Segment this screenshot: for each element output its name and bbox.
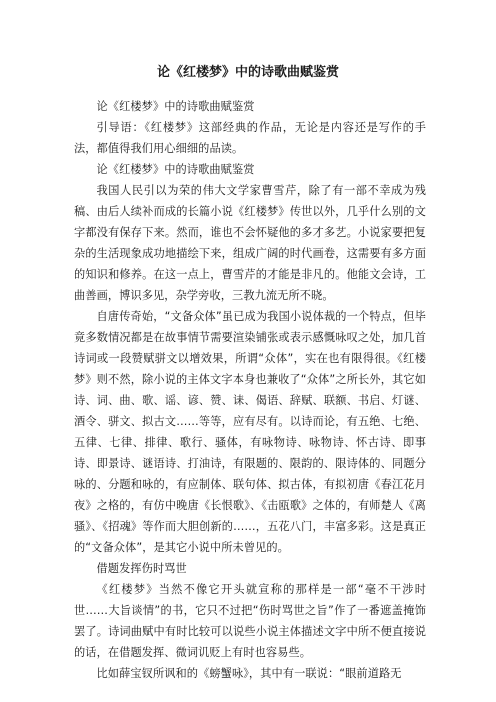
paragraph: 论《红楼梦》中的诗歌曲赋鉴赏 [96, 163, 255, 176]
paragraph: 论《红楼梦》中的诗歌曲赋鉴赏 [96, 100, 255, 113]
document-body [74, 96, 426, 684]
paragraph: 比如薛宝钗所讽和的《螃蟹咏》，其中有一联说：“眼前道路无 [96, 667, 402, 680]
paragraph: 自唐传奇始，“文备众体”虽已成为我国小说体裁的一个特点，但毕竟多数情况都是在故事情节需要渲染铺张或表示感慨咏叹之处，加几首诗词或一段赞赋骈文以增效果，所谓“众体”，实在也有限得很。《红楼梦》则不然，除小说的主体文字本身也兼收了“众体”之所长外，其它如诗、词、曲、歌、谣、谚、赞、诔、偈语、辞赋、联额、书启、灯谜、酒令、骈文、拟古文……等等，应有尽有。以诗而论，有五绝、七绝、五律、七律、排律、歌行、骚体，有咏物诗、咏物诗、怀古诗、即事诗、即景诗、谜语诗、打油诗，有限题的、限韵的、限诗体的、同题分咏的、分题和咏的，有应制体、联句体、拟古体，有拟初唐《春江花月夜》之格的，有仿中晚唐《长恨歌》、《击瓯歌》之体的，有师楚人《离骚》、《招魂》等作而大胆创新的……，五花八门，丰富多彩。这是真正的“文备众体”，是其它小说中所未曾见的。 [74, 310, 426, 554]
paragraph: 《红楼梦》当然不像它开头就宣称的那样是一部“毫不干涉时世……大旨谈情”的书，它只不过把“伤时骂世之旨”作了一番遮盖掩饰罢了。诗词曲赋中有时比较可以说些小说主体描述文字中所不便直接说的话，在借题发挥、微词讥贬上有时也容易些。 [74, 583, 426, 659]
section-heading: 借题发挥伤时骂世 [96, 562, 187, 575]
paragraph: 引导语：《红楼梦》这部经典的作品，无论是内容还是写作的手法，都值得我们用心细细的品读。 [74, 121, 426, 155]
paragraph: 我国人民引以为荣的伟大文学家曹雪芹，除了有一部不幸成为残稿、由后人续补而成的长篇小说《红楼梦》传世以外，几乎什么别的文字都没有保存下来。然而，谁也不会怀疑他的多才多艺。小说家要把复杂的生活现象成功地描绘下来，组成广阔的时代画卷，这需要有多方面的知识和修养。在这一点上，曹雪芹的才能是非凡的。他能文会诗，工曲善画，博识多见，杂学旁收，三教九流无所不晓。 [74, 184, 426, 302]
page-title: 论《红楼梦》中的诗歌曲赋鉴赏 [156, 65, 339, 80]
